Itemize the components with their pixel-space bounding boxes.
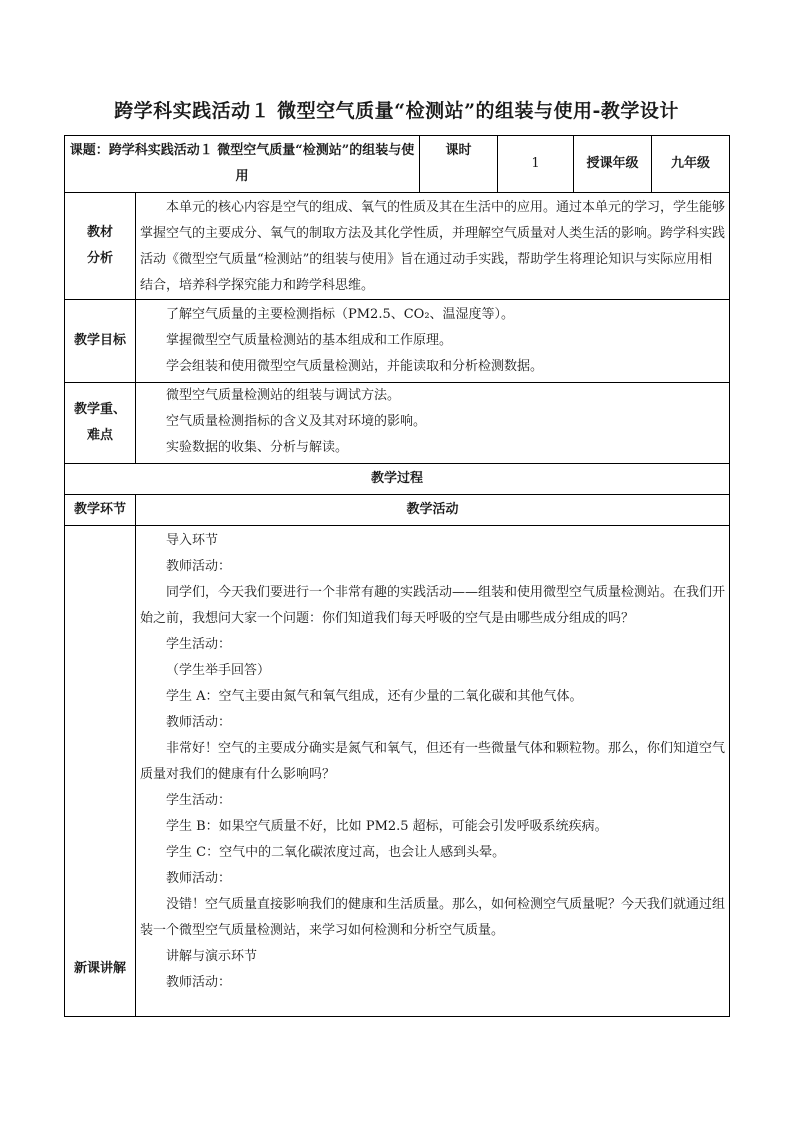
analysis-row [65, 193, 730, 300]
analysis-label [65, 193, 136, 300]
goal-item: 学会组装和使用微型空气质量检测站，并能读取和分析检测数据。 [166, 359, 544, 374]
document-title: 跨学科实践活动１ 微型空气质量“检测站”的组装与使用-教学设计 [114, 100, 679, 122]
process-title-row [65, 464, 730, 495]
activity-line: 教师活动： [166, 559, 232, 574]
hours-label: 课时 [420, 136, 498, 193]
analysis-label-line-1: 教材 [86, 225, 113, 240]
analysis-text: 本单元的核心内容是空气的组成、氧气的性质及其在生活中的应用。通过本单元的学习，学生能够掌握空气的主要成分、氧气的制取方法及其化学性质，并理解空气质量对人类生活的影响。跨学科实践活动《微型空气质量“检测站”的组装与使用》旨在通过动手实践，帮助学生将理论知识与实际应用相结合，培养科学探究能力和跨学科思维。 [140, 200, 726, 293]
goals-label: 教学目标 [65, 300, 136, 383]
keypoint-item: 空气质量检测指标的含义及其对环境的影响。 [166, 414, 427, 429]
hours-value: 1 [498, 136, 574, 193]
activity-line: 导入环节 [166, 533, 219, 548]
activity-line: 非常好！空气的主要成分确实是氮气和氧气，但还有一些微量气体和颗粒物。那么，你们知道空气质量对我们的健康有什么影响吗？ [140, 741, 726, 782]
activity-line: （学生举手回答） [166, 663, 271, 678]
process-body-row [65, 526, 730, 1017]
goal-item: 掌握微型空气质量检测站的基本组成和工作原理。 [166, 333, 453, 348]
lesson-plan-table [64, 135, 730, 1017]
goals-row [65, 300, 730, 383]
activity-column-header: 教学活动 [136, 495, 730, 526]
activity-line: 学生 A：空气主要由氮气和氧气组成，还有少量的二氧化碳和其他气体。 [166, 689, 583, 704]
activity-line: 教师活动： [166, 975, 232, 990]
analysis-label-line-2: 分析 [86, 251, 113, 266]
keypoint-item: 微型空气质量检测站的组装与调试方法。 [166, 388, 401, 403]
keypoints-label-line-1: 教学重、 [73, 402, 126, 417]
keypoints-row [65, 383, 730, 464]
grade-value: 九年级 [652, 136, 730, 193]
stage-column-header: 教学环节 [65, 495, 136, 526]
activity-line: 学生活动： [166, 793, 232, 808]
process-title: 教学过程 [65, 464, 730, 495]
keypoints-label [65, 383, 136, 464]
analysis-content [136, 193, 730, 300]
activity-line: 学生活动： [166, 637, 232, 652]
keypoint-item: 实验数据的收集、分析与解读。 [166, 440, 349, 455]
keypoints-label-line-2: 难点 [86, 428, 113, 443]
activity-line: 学生 C：空气中的二氧化碳浓度过高，也会让人感到头晕。 [166, 845, 506, 860]
process-header-row [65, 495, 730, 526]
activity-line: 同学们，今天我们要进行一个非常有趣的实践活动——组装和使用微型空气质量检测站。在我们开始之前，我想问大家一个问题：你们知道我们每天呼吸的空气是由哪些成分组成的吗？ [140, 585, 726, 626]
stage-cell [65, 526, 136, 1017]
activity-line: 教师活动： [166, 715, 232, 730]
activity-cell [136, 526, 730, 1017]
header-row [65, 136, 730, 193]
goal-item: 了解空气质量的主要检测指标（PM2.5、CO₂、温湿度等）。 [166, 307, 515, 322]
stage-label: 新课讲解 [73, 961, 126, 976]
activity-line: 讲解与演示环节 [166, 949, 258, 964]
activity-line: 教师活动： [166, 871, 232, 886]
topic-cell: 课题：跨学科实践活动１ 微型空气质量“检测站”的组装与使用 [65, 136, 420, 193]
goals-content [136, 300, 730, 383]
activity-line: 没错！空气质量直接影响我们的健康和生活质量。那么，如何检测空气质量呢？今天我们就通过组装一个微型空气质量检测站，来学习如何检测和分析空气质量。 [140, 897, 726, 938]
keypoints-content [136, 383, 730, 464]
grade-label: 授课年级 [574, 136, 652, 193]
activity-line: 学生 B：如果空气质量不好，比如 PM2.5 超标，可能会引发呼吸系统疾病。 [166, 819, 608, 834]
